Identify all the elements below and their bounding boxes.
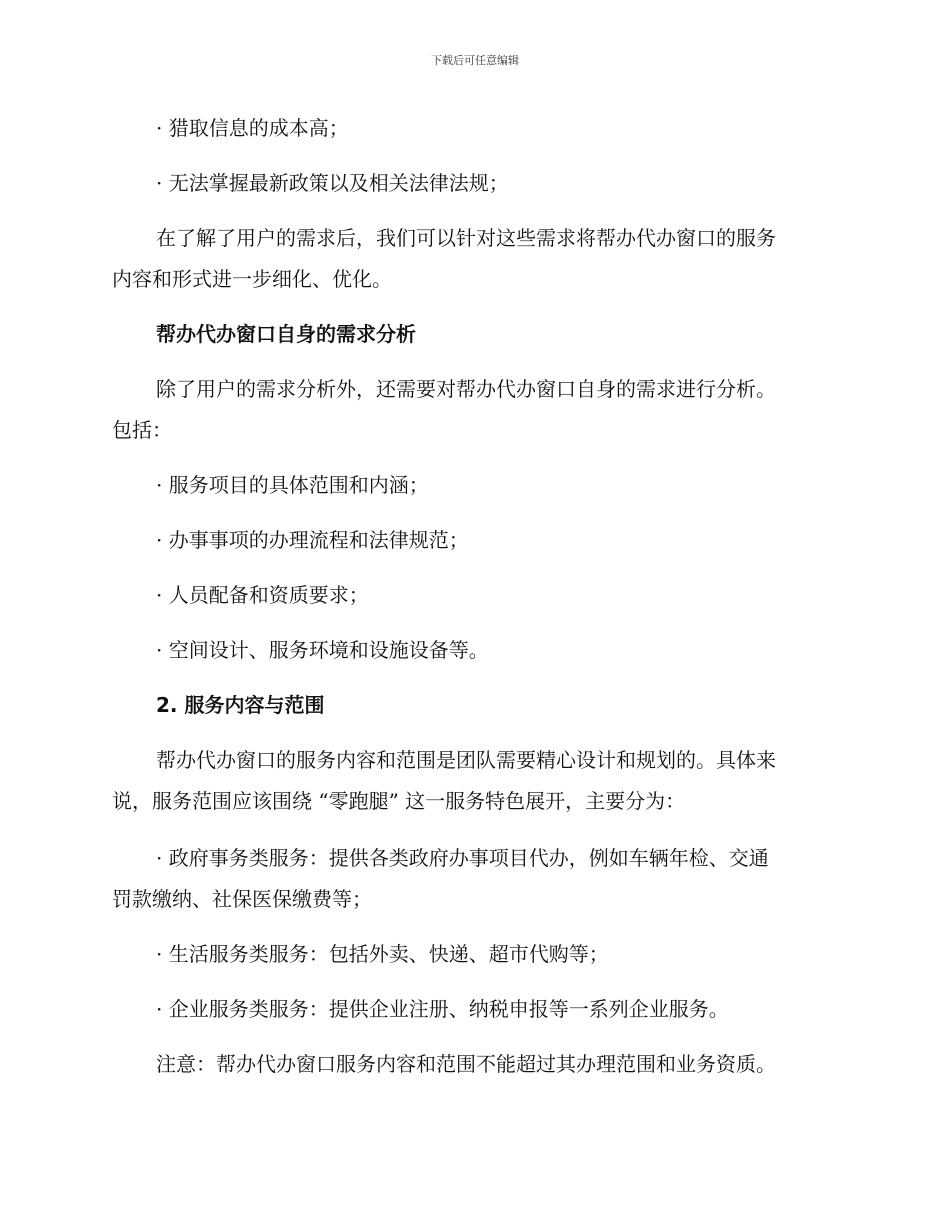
- bullet-item: · 无法掌握最新政策以及相关法律法规；: [156, 171, 509, 195]
- bullet-item: · 生活服务类服务：包括外卖、快递、超市代购等；: [156, 942, 609, 966]
- paragraph-line: 说，服务范围应该围绕 “零跑腿” 这一服务特色展开，主要分为：: [112, 789, 686, 813]
- bullet-item: · 猎取信息的成本高；: [156, 116, 349, 140]
- bullet-item: · 空间设计、服务环境和设施设备等。: [156, 638, 489, 662]
- bullet-item: · 企业服务类服务：提供企业注册、纳税申报等一系列企业服务。: [156, 997, 729, 1021]
- bullet-item-continuation: 罚款缴纳、社保医保缴费等；: [112, 887, 372, 911]
- bullet-item: · 办事事项的办理流程和法律规范；: [156, 528, 469, 552]
- section-heading: 帮办代办窗口自身的需求分析: [156, 322, 416, 346]
- note-line: 注意：帮办代办窗口服务内容和范围不能超过其办理范围和业务资质。: [156, 1052, 776, 1076]
- bullet-item: · 人员配备和资质要求；: [156, 583, 369, 607]
- bullet-item: · 政府事务类服务：提供各类政府办事项目代办，例如车辆年检、交通: [156, 846, 769, 870]
- bullet-item: · 服务项目的具体范围和内涵；: [156, 473, 429, 497]
- paragraph-line: 帮办代办窗口的服务内容和范围是团队需要精心设计和规划的。具体来: [156, 748, 776, 772]
- paragraph-line: 除了用户的需求分析外，还需要对帮办代办窗口自身的需求进行分析。: [156, 377, 776, 401]
- section-heading: 2. 服务内容与范围: [156, 693, 325, 717]
- page-header: 下载后可任意编辑: [431, 54, 519, 67]
- paragraph-line: 包括：: [112, 418, 172, 442]
- paragraph-line: 内容和形式进一步细化、优化。: [112, 267, 392, 291]
- paragraph-line: 在了解了用户的需求后，我们可以针对这些需求将帮办代办窗口的服务: [156, 226, 776, 250]
